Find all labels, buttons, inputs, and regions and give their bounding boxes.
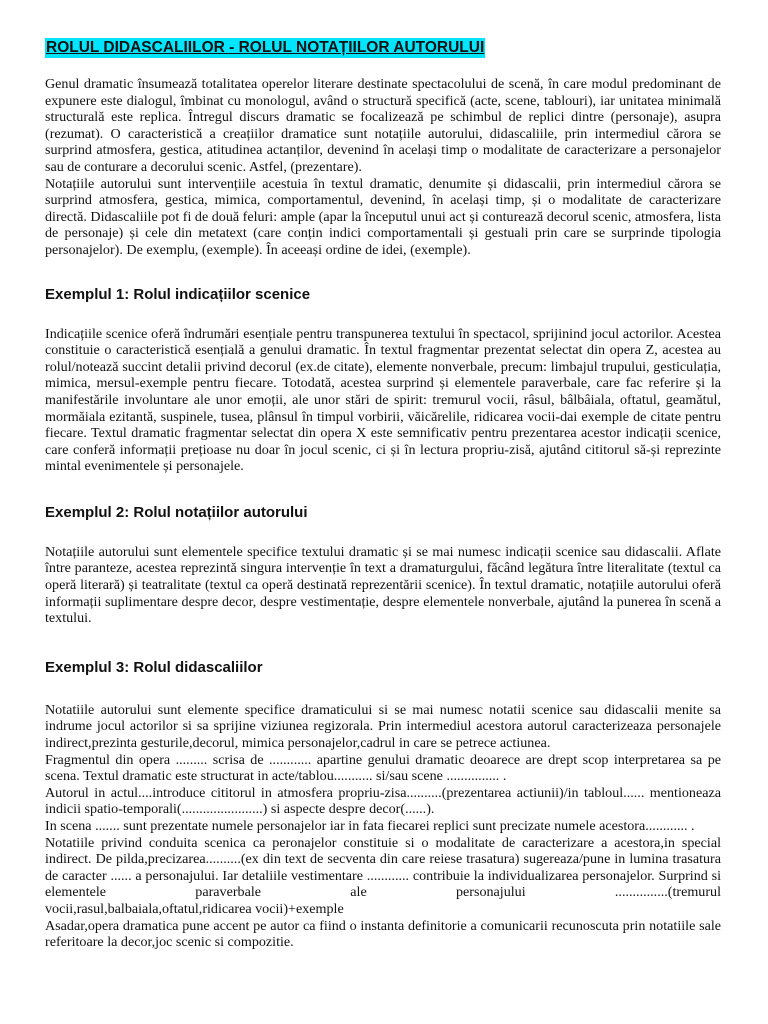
- example-3-paragraph-3: Autorul in actul....introduce cititorul in atmosfera propriu-zisa..........(prezentarea actiunii)/in tabloul...... mentioneaza indicii spatio-temporali(.......................) si aspecte despre decor(......).: [45, 784, 721, 818]
- intro-paragraph-2: Notațiile autorului sunt intervențiile acestuia în textul dramatic, denumite și didascalii, prin intermediul cărora se surprind atmosfera, gestica, mimica, comportamentul, devenind, în același timp, și o modalitate de caracterizare directă. Didascaliile pot fi de două feluri: ample (apar la începutul unui act și conturează decorul scenic, atmosfera, lista de personaje) și cele din metatext (care conțin indici comportamentali și gestuali prin care se surprinde tipologia personajelor). De exemplu, (exemple). În aceeași ordine de idei, (exemple).: [45, 175, 721, 258]
- example-3-paragraph-4: In scena ....... sunt prezentate numele personajelor iar in fata fiecarei replici sunt precizate numele acestora............ .: [45, 818, 695, 834]
- example-3-heading: Exemplul 3: Rolul didascaliilor: [45, 658, 263, 676]
- example-3-paragraph-2: Fragmentul din opera ......... scrisa de ............ apartine genului dramatic deoarece are drept scop interpretarea sa pe scena. Textul dramatic este structurat in acte/tablou........... si/sau scene ............... .: [45, 751, 721, 785]
- example-2-heading: Exemplul 2: Rolul notațiilor autorului: [45, 503, 308, 521]
- example-3-paragraph-6: Asadar,opera dramatica pune accent pe autor ca fiind o instanta definitorie a comunicarii recunoscuta prin notatiile sale referitoare la decor,joc scenic si compozitie.: [45, 917, 721, 951]
- example-3-paragraph-5-end: vocii,rasul,balbaiala,oftatul,ridicarea vocii)+exemple: [45, 900, 344, 917]
- intro-paragraph-1: Genul dramatic însumează totalitatea operelor literare destinate spectacolului de scenă, în care modul predominant de expunere este dialogul, îmbinat cu monologul, având o structură specifică (acte, scene, tablouri), iar unitatea minimală structurală este replica. Întregul discurs dramatic se focalizează pe schimbul de replici dintre (personaje), asupra (rezumat). O caracteristică a creațiilor dramatice sunt notațiile autorului, didascaliile, prin intermediul cărora se surprind atmosfera, gestica, atitudinea actanților, devenind în același timp o modalitate de caracterizare a personajelor sau de conturare a decorului scenic. Astfel, (prezentare).: [45, 76, 721, 175]
- example-1-heading: Exemplul 1: Rolul indicațiilor scenice: [45, 285, 311, 303]
- example-3-paragraph-5: Notatiile privind conduita scenica ca peronajelor constituie si o modalitate de caracterizare a acestora,in special indirect. De pilda,precizarea..........(ex din text de secventa din care reiese trasatura) sugereaza/pune in lumina trasatura de caracter ...... a personajului. Iar detaliile vestimentare ............ contribuie la individualizarea personajelor. Surprind si elementele paraverbale ale personajului ...............(tremurul: [45, 834, 721, 901]
- example-3-paragraph-1: Notatiile autorului sunt elemente specifice dramaticului si se mai numesc notatii scenice sau didascalii menite sa indrume jocul actorilor si sa sprijine viziunea regizorala. Prin intermediul acestora autorul caracterizeaza personajele indirect,prezinta gesturile,decorul, mimica personajelor,cadrul in care se petrece actiunea.: [45, 701, 721, 752]
- document-title: ROLUL DIDASCALIILOR - ROLUL NOTAȚIILOR AUTORULUI: [46, 39, 485, 56]
- example-2-paragraph: Notațiile autorului sunt elementele specifice textului dramatic și se mai numesc indicații scenice sau didascalii. Aflate între paranteze, acestea reprezintă singura intervenție în text a dramaturgului, făcând legătura între literalitate (textul ca operă literară) și teatralitate (textul ca operă destinată reprezentării scenice). În textul dramatic, notațiile autorului oferă informații suplimentare despre decor, despre vestimentație, despre elementele nonverbale, ajutând la punerea în scenă a textului.: [45, 543, 721, 627]
- example-1-paragraph: Indicațiile scenice oferă îndrumări esențiale pentru transpunerea textului în spectacol, sprijinind jocul actorilor. Acestea constituie o caracteristică esențială a genului dramatic. În textul fragmentar prezentat selectat din opera Z, acestea au rolul/notează succint detalii privind decorul (ex.de citate), elemente nonverbale, precum: limbajul trupului, gesticulația, mimica, mersul-exemple pentru fiecare. Totodată, acestea surprind și elementele paraverbale, care fac referire și la manifestările involuntare ale unor emoții, ale unor stări de spirit: tremurul vocii, râsul, bâlbâiala, oftatul, geamătul, mormăiala ezitantă, suspinele, tusea, plânsul în timpul vorbirii, văicărelile, ridicarea vocii-dai exemple de citate pentru fiecare. Textul dramatic fragmentar selectat din opera X este semnificativ pentru prezentarea acestor indicații scenice, care conferă informații prețioase nu doar în jocul scenic, ci și în lectura propriu-zisă, ajutând cititorul să-și reprezinte mintal evenimentele și personajele.: [45, 325, 721, 475]
- example-3-body: [45, 702, 721, 951]
